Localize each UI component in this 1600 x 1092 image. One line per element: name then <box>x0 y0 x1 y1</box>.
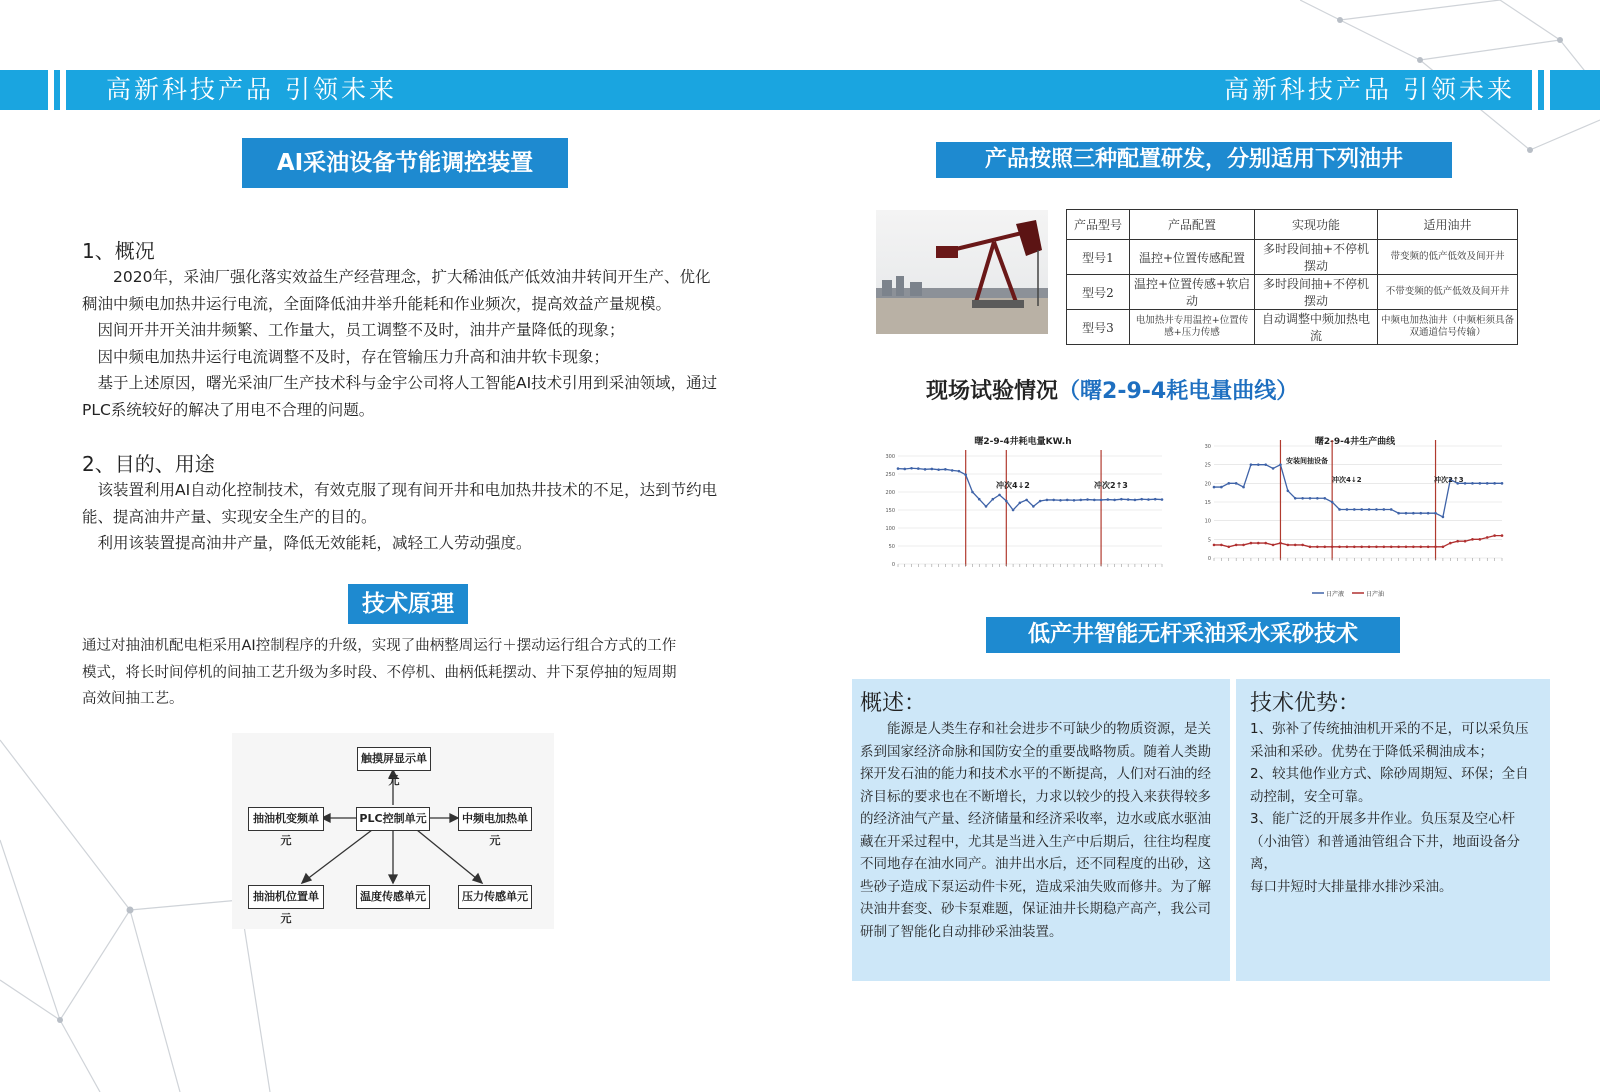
table-cell: 自动调整中频加热电流 <box>1255 310 1378 345</box>
data-point <box>971 491 974 494</box>
data-point <box>1100 499 1103 502</box>
data-point <box>1383 546 1386 549</box>
data-point <box>897 467 900 470</box>
table-row <box>1067 310 1518 345</box>
power-consumption-chart <box>880 430 1166 600</box>
data-point <box>910 467 913 470</box>
data-point <box>1427 546 1430 549</box>
data-point <box>1140 498 1143 501</box>
table-cell: 中频电加热油井（中频柜须具备双通道信号传输） <box>1378 310 1518 345</box>
data-point <box>1227 482 1230 485</box>
data-point <box>1107 498 1110 501</box>
y-tick-label: 150 <box>885 508 895 514</box>
chart2-annotation: 冲次2↑3 <box>1434 476 1464 484</box>
table-header: 实现功能 <box>1255 210 1378 240</box>
data-point <box>903 468 906 471</box>
advantage-item: 每口井短时大排量排水排沙采油。 <box>1250 878 1453 895</box>
table-header: 产品配置 <box>1130 210 1255 240</box>
data-point <box>1501 534 1504 537</box>
data-point <box>1066 499 1069 502</box>
data-point <box>1272 467 1275 470</box>
diagram-temperature-unit: 温度传感单元 <box>356 885 430 909</box>
data-point <box>1331 546 1334 549</box>
data-point <box>1449 542 1452 545</box>
data-point <box>1383 508 1386 511</box>
data-point <box>1227 546 1230 549</box>
diagram-plc-unit: PLC控制单元 <box>356 807 430 831</box>
data-point <box>1220 544 1223 547</box>
data-point <box>1397 512 1400 515</box>
chart2-legend-label: 日产油 <box>1366 591 1385 598</box>
data-point <box>1309 546 1312 549</box>
overview-paragraph: 2020年，采油厂强化落实效益生产经营理念，扩大稀油低产低效油井转间开生产、优化稠油中频电加热井运行电流，全面降低油井举升能耗和作业频次，提高效益产量规模。 <box>82 268 711 313</box>
data-point <box>1279 463 1282 466</box>
data-point <box>1390 508 1393 511</box>
chart1-annotation: 冲次2↑3 <box>1094 481 1128 490</box>
data-point <box>1287 490 1290 493</box>
data-point <box>1493 482 1496 485</box>
data-point <box>1257 463 1260 466</box>
data-point <box>1486 536 1489 539</box>
data-point <box>1127 498 1130 501</box>
diagram-heating-unit: 中频电加热单元 <box>458 807 532 831</box>
data-point <box>1113 499 1116 502</box>
data-point <box>1323 546 1326 549</box>
advantage-item: 2、较其他作业方式、除砂周期短、环保；全自动控制，安全可靠。 <box>1250 766 1529 805</box>
header-band-gap <box>1532 70 1538 110</box>
y-tick-label: 30 <box>1204 444 1211 450</box>
table-header: 产品型号 <box>1067 210 1130 240</box>
data-point <box>931 468 934 471</box>
data-point <box>944 468 947 471</box>
y-tick-label: 300 <box>885 454 895 460</box>
data-point <box>1213 486 1216 489</box>
data-point <box>1501 482 1504 485</box>
advantages-title: 技术优势： <box>1250 691 1361 716</box>
data-point <box>1019 502 1022 505</box>
table-cell: 型号2 <box>1067 275 1130 310</box>
data-point <box>1012 509 1015 512</box>
principle-heading: 技术原理 <box>348 584 468 624</box>
data-point <box>1093 499 1096 502</box>
y-tick-label: 10 <box>1204 518 1211 525</box>
data-point <box>1479 482 1482 485</box>
data-point <box>1220 486 1223 489</box>
chart1-title: 曙2-9-4井耗电量KW.h <box>974 437 1072 447</box>
production-chart <box>1202 430 1508 600</box>
purpose-text <box>82 477 724 557</box>
table-cell: 型号1 <box>1067 240 1130 275</box>
data-point <box>1250 542 1253 545</box>
y-tick-label: 20 <box>1204 481 1211 488</box>
data-point <box>1442 546 1445 549</box>
header-band-gap <box>1544 70 1550 110</box>
data-point <box>1147 498 1150 501</box>
table-cell: 型号3 <box>1067 310 1130 345</box>
advantage-item: 1、弥补了传统抽油机开采的不足，可以采负压采油和采砂。优势在于降低采稠油成本； <box>1250 721 1529 760</box>
data-point <box>1360 546 1363 549</box>
data-point <box>1079 499 1082 502</box>
table-row <box>1067 240 1518 275</box>
data-point <box>1134 499 1137 502</box>
series-line <box>1214 465 1502 517</box>
data-point <box>1346 508 1349 511</box>
table-cell: 多时段间抽+不停机摆动 <box>1255 275 1378 310</box>
overview-heading: 1、概况 <box>82 239 155 263</box>
y-tick-label: 250 <box>885 472 895 478</box>
data-point <box>1025 499 1028 502</box>
data-point <box>1161 498 1164 501</box>
chart2-annotation: 安装间抽设备 <box>1286 457 1328 465</box>
data-point <box>1323 497 1326 500</box>
data-point <box>1213 544 1216 547</box>
data-point <box>1434 546 1437 549</box>
header-band-gap <box>48 70 54 110</box>
data-point <box>985 505 988 508</box>
data-point <box>1434 512 1437 515</box>
diagram-vfd-unit: 抽油机变频单元 <box>248 807 324 831</box>
summary-title: 概述： <box>860 691 927 716</box>
y-tick-label: 50 <box>888 544 895 550</box>
data-point <box>1456 540 1459 543</box>
data-point <box>1353 546 1356 549</box>
y-tick-label: 0 <box>1207 556 1211 562</box>
data-point <box>1464 482 1467 485</box>
data-point <box>1397 546 1400 549</box>
data-point <box>991 498 994 501</box>
data-point <box>1486 482 1489 485</box>
data-point <box>1264 542 1267 545</box>
chart2-annotation: 冲次4↓2 <box>1332 476 1362 484</box>
diagram-position-unit: 抽油机位置单元 <box>248 885 324 909</box>
data-point <box>1235 544 1238 547</box>
data-point <box>1338 546 1341 549</box>
data-point <box>1493 534 1496 537</box>
data-point <box>1479 538 1482 541</box>
purpose-paragraph: 利用该装置提高油井产量，降低无效能耗，减轻工人劳动强度。 <box>97 534 532 552</box>
diagram-touchscreen-unit: 触摸屏显示单元 <box>357 747 431 771</box>
data-point <box>1442 516 1445 519</box>
chart1-annotation: 冲次4↓2 <box>996 481 1030 490</box>
data-point <box>998 494 1001 497</box>
data-point <box>917 467 920 470</box>
y-tick-label: 100 <box>885 526 895 532</box>
data-point <box>1346 546 1349 549</box>
data-point <box>1235 482 1238 485</box>
table-cell: 带变频的低产低效及间开井 <box>1378 240 1518 275</box>
table-row <box>1067 275 1518 310</box>
data-point <box>1419 546 1422 549</box>
table-cell: 不带变频的低产低效及间开井 <box>1378 275 1518 310</box>
data-point <box>1052 499 1055 502</box>
table-cell: 多时段间抽+不停机摆动 <box>1255 240 1378 275</box>
data-point <box>1242 486 1245 489</box>
data-point <box>1287 544 1290 547</box>
config-heading: 产品按照三种配置研发，分别适用下列油井 <box>936 142 1452 178</box>
data-point <box>1375 546 1378 549</box>
data-point <box>1471 482 1474 485</box>
data-point <box>1120 498 1123 501</box>
data-point <box>1250 463 1253 466</box>
data-point <box>1032 505 1035 508</box>
data-point <box>1412 512 1415 515</box>
table-header: 适用油井 <box>1378 210 1518 240</box>
chart2-legend <box>1312 590 1384 598</box>
y-tick-label: 15 <box>1204 500 1211 506</box>
data-point <box>1264 463 1267 466</box>
table-cell: 温控+位置传感配置 <box>1130 240 1255 275</box>
data-point <box>1471 538 1474 541</box>
data-point <box>1360 508 1363 511</box>
diagram-pressure-unit: 压力传感单元 <box>458 885 532 909</box>
header-band-gap <box>60 70 66 110</box>
config-table <box>1066 209 1518 345</box>
data-point <box>924 468 927 471</box>
advantage-item: 3、能广泛的开展多井作业。负压泵及空心杆（小油管）和普通油管组合下井，地面设备分离， <box>1250 811 1520 872</box>
data-point <box>1316 546 1319 549</box>
overview-paragraph: 因间开井开关油井频繁、工作量大，员工调整不及时，油井产量降低的现象； <box>97 321 625 339</box>
data-point <box>1272 544 1275 547</box>
data-point <box>1059 499 1062 502</box>
left-slogan: 高新科技产品 引领未来 <box>106 75 397 104</box>
purpose-heading: 2、目的、用途 <box>82 452 215 476</box>
data-point <box>1301 497 1304 500</box>
summary-text: 能源是人类生存和社会进步不可缺少的物质资源，是关系到国家经济命脉和国防安全的重要战略物质。随着人类勘探开发石油的能力和技术水平的不断提高，人们对石油的经济目标的要求也在不断增长，力求以较少的投入来获得较多的经济油气产量、经济储量和经济采收率，边水或底水驱油藏在开采过程中，尤其是当进入生产中后期后，往往均程度不同地存在油水同产。油井出水后，还不同程度的出砂，这些砂子造成下泵运动件卡死，造成采油失败而修井。为了解决油井套变、砂卡泵难题，保证油井长期稳产高产，我公司研制了智能化自动排砂采油装置。 <box>860 721 1211 940</box>
rodless-heading: 低产井智能无杆采油采水采砂技术 <box>986 617 1400 653</box>
data-point <box>1412 546 1415 549</box>
data-point <box>1405 512 1408 515</box>
right-slogan: 高新科技产品 引领未来 <box>1224 75 1515 104</box>
overview-paragraph: 因中频电加热井运行电流调整不及时，存在管输压力升高和油井软卡现象； <box>97 347 610 366</box>
data-point <box>1464 540 1467 543</box>
data-point <box>978 498 981 501</box>
data-point <box>1309 497 1312 500</box>
table-cell: 电加热井专用温控+位置传感+压力传感 <box>1130 310 1255 345</box>
data-point <box>1338 508 1341 511</box>
pumpjack-photo <box>876 210 1048 334</box>
data-point <box>937 468 940 471</box>
field-test-heading <box>926 374 1298 405</box>
chart2-title: 曙2-9-4井生产曲线 <box>1314 437 1396 447</box>
table-cell: 温控+位置传感+软启动 <box>1130 275 1255 310</box>
data-point <box>1046 499 1049 502</box>
data-point <box>1316 497 1319 500</box>
data-point <box>1279 542 1282 545</box>
device-title: AI采油设备节能调控装置 <box>242 138 568 188</box>
data-point <box>1353 508 1356 511</box>
y-tick-label: 25 <box>1204 462 1211 469</box>
data-point <box>1368 546 1371 549</box>
data-point <box>1073 499 1076 502</box>
data-point <box>1294 544 1297 547</box>
data-point <box>1331 501 1334 504</box>
advantages-text <box>1250 718 1540 898</box>
data-point <box>1427 512 1430 515</box>
data-point <box>1086 498 1089 501</box>
data-point <box>964 473 967 476</box>
field-test-subtitle: （曙2-9-4耗电量曲线） <box>1058 379 1299 404</box>
data-point <box>1375 508 1378 511</box>
data-point <box>1419 512 1422 515</box>
y-tick-label: 5 <box>1207 537 1211 544</box>
data-point <box>1242 544 1245 547</box>
field-test-title: 现场试验情况 <box>926 379 1059 404</box>
data-point <box>1005 500 1008 503</box>
table-row <box>1067 210 1518 240</box>
overview-paragraph: 基于上述原因，曙光采油厂生产技术科与金宇公司将人工智能AI技术引用到采油领域，通过PLC系统较好的解决了用电不合理的问题。 <box>82 374 718 419</box>
overview-text <box>82 264 724 423</box>
block-diagram <box>232 733 554 929</box>
data-point <box>958 470 961 473</box>
data-point <box>951 469 954 472</box>
chart2-legend-label: 日产液 <box>1326 591 1345 598</box>
data-point <box>1294 497 1297 500</box>
data-point <box>1257 542 1260 545</box>
data-point <box>1301 544 1304 547</box>
purpose-paragraph: 该装置利用AI自动化控制技术，有效克服了现有间开井和电加热井技术的不足，达到节约电能、提高油井产量、实现安全生产的目的。 <box>82 481 718 526</box>
principle-text: 通过对抽油机配电柜采用AI控制程序的升级，实现了曲柄整周运行＋摆动运行组合方式的工作模式，将长时间停机的间抽工艺升级为多时段、不停机、曲柄低耗摆动、井下泵停抽的短周期高效间抽工艺。 <box>82 638 677 707</box>
data-point <box>1368 508 1371 511</box>
data-point <box>1154 498 1157 501</box>
y-tick-label: 200 <box>885 490 895 496</box>
data-point <box>1405 546 1408 549</box>
data-point <box>1039 500 1042 503</box>
data-point <box>1390 546 1393 549</box>
y-tick-label: 0 <box>891 562 895 568</box>
